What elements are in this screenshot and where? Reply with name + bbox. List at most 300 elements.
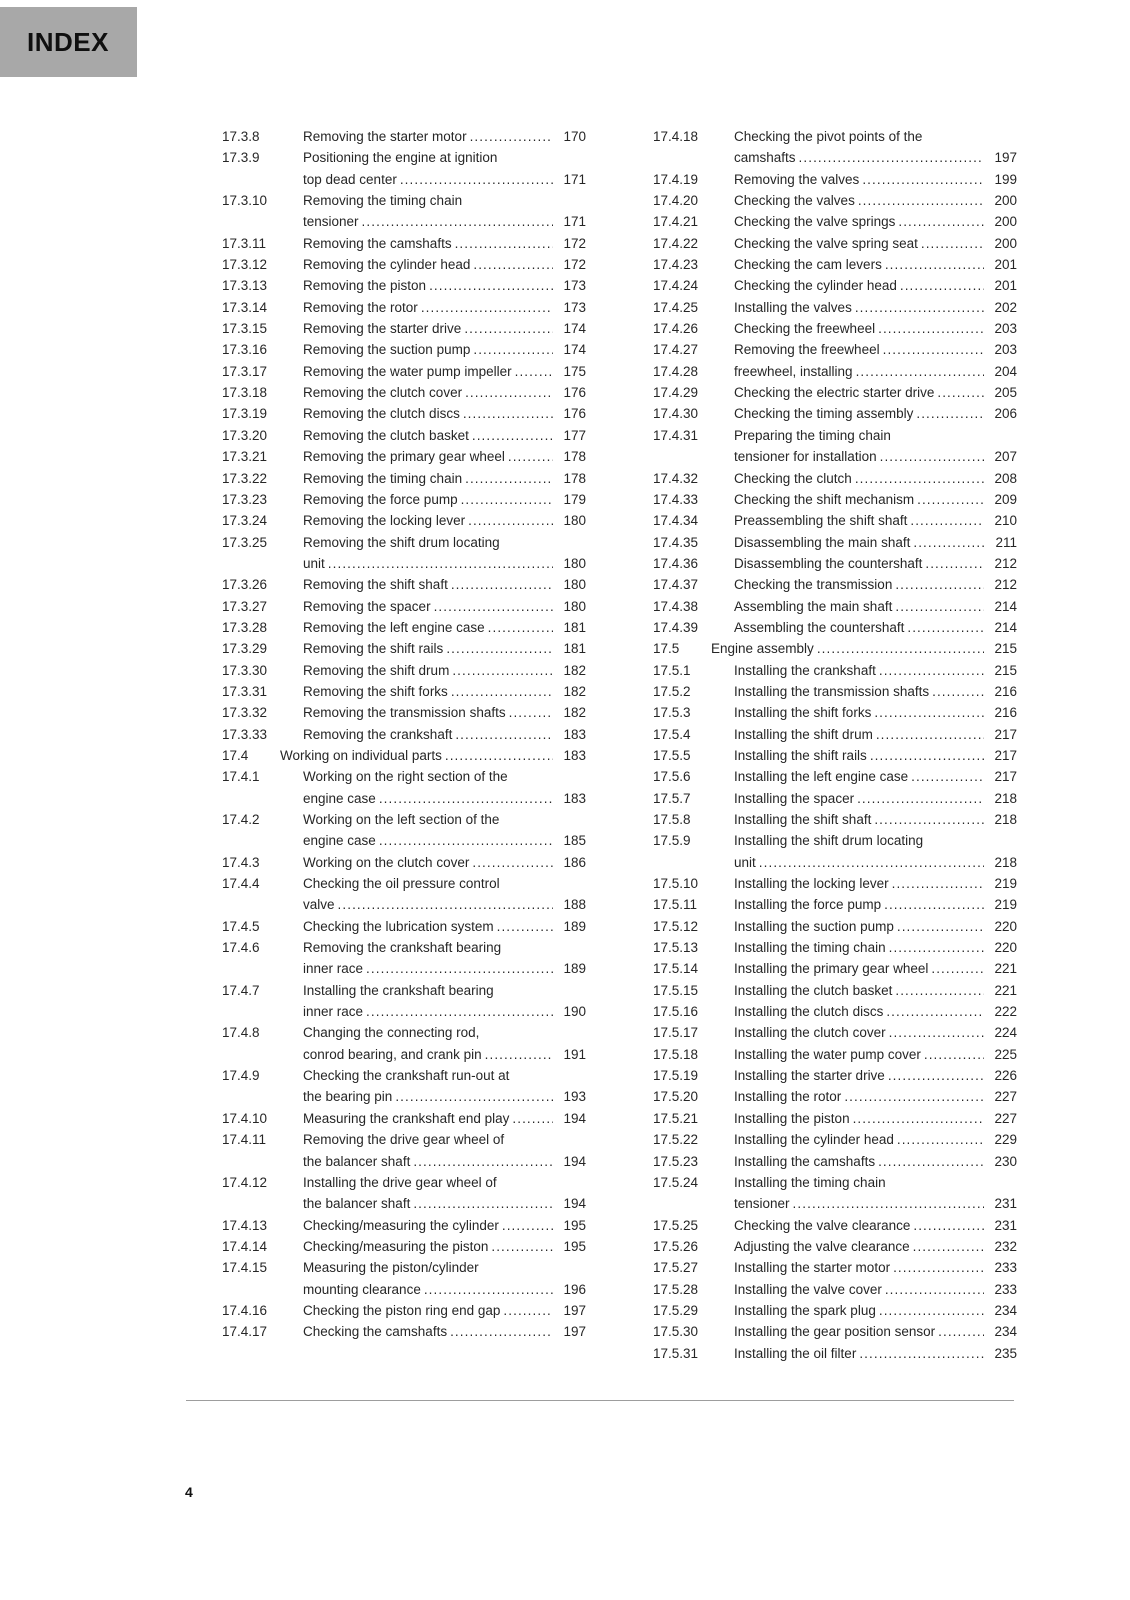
entry-number: 17.3.24 <box>222 513 268 529</box>
entry-number: 17.3.28 <box>222 619 268 635</box>
dot-leader <box>461 489 553 510</box>
entry-title: Installing the shift forks <box>734 705 872 721</box>
toc-entry-line <box>222 169 586 190</box>
dot-leader <box>880 446 984 467</box>
dot-leader <box>876 724 984 745</box>
index-column-left <box>222 126 586 1343</box>
toc-entry <box>222 489 586 510</box>
entry-number: 17.4.13 <box>222 1217 268 1233</box>
entry-page: 212 <box>994 555 1017 571</box>
toc-entry <box>222 147 586 190</box>
toc-entry <box>222 660 586 681</box>
entry-title: tensioner <box>734 1196 790 1212</box>
toc-entry <box>653 1236 1017 1257</box>
toc-entry-line <box>222 574 586 595</box>
entry-number: 17.3.9 <box>222 150 260 166</box>
toc-entry <box>653 702 1017 723</box>
toc-entry-line <box>653 1300 1017 1321</box>
toc-entry-line <box>653 1022 1017 1043</box>
entry-title: Installing the clutch basket <box>734 982 893 998</box>
entry-number: 17.4.12 <box>222 1174 268 1190</box>
toc-entry-line <box>222 617 586 638</box>
toc-entry <box>222 596 586 617</box>
toc-entry-line <box>653 958 1017 979</box>
toc-entry <box>653 574 1017 595</box>
entry-number: 17.3.26 <box>222 577 268 593</box>
toc-entry-line <box>653 169 1017 190</box>
dot-leader <box>793 1193 984 1214</box>
entry-number: 17.4.7 <box>222 982 260 998</box>
toc-entry-line <box>653 788 1017 809</box>
dot-leader <box>931 958 984 979</box>
entry-page: 176 <box>563 406 586 422</box>
dot-leader <box>434 596 553 617</box>
entry-title: Checking the transmission <box>734 577 893 593</box>
entry-title: Checking the valve clearance <box>734 1217 911 1233</box>
dot-leader <box>917 489 984 510</box>
entry-page: 174 <box>563 342 586 358</box>
dot-leader <box>886 1001 984 1022</box>
dot-leader <box>508 446 553 467</box>
toc-entry <box>222 532 586 575</box>
dot-leader <box>916 403 984 424</box>
entry-number: 17.4.26 <box>653 321 699 337</box>
entry-page: 219 <box>994 897 1017 913</box>
dot-leader <box>913 1236 984 1257</box>
entry-title: Removing the shift drum locating <box>303 534 500 550</box>
toc-entry-line <box>222 147 586 168</box>
toc-entry-line <box>653 318 1017 339</box>
entry-page: 222 <box>994 1004 1017 1020</box>
dot-leader <box>893 1257 984 1278</box>
entry-number: 17.3.16 <box>222 342 268 358</box>
entry-number: 17.4.29 <box>653 385 699 401</box>
dot-leader <box>874 702 984 723</box>
entry-page: 216 <box>994 705 1017 721</box>
entry-page: 229 <box>994 1132 1017 1148</box>
toc-entry-line <box>653 339 1017 360</box>
entry-number: 17.5.31 <box>653 1345 699 1361</box>
entry-title: Installing the timing chain <box>734 940 886 956</box>
entry-title: Installing the clutch cover <box>734 1025 886 1041</box>
entry-title: top dead center <box>303 171 397 187</box>
dot-leader <box>451 681 553 702</box>
toc-entry-line <box>222 403 586 424</box>
toc-entry <box>653 1129 1017 1150</box>
toc-entry <box>653 937 1017 958</box>
dot-leader <box>937 382 984 403</box>
entry-number: 17.3.13 <box>222 278 268 294</box>
dot-leader <box>817 638 984 659</box>
toc-entry-line <box>653 382 1017 403</box>
entry-page: 214 <box>994 598 1017 614</box>
toc-entry <box>222 403 586 424</box>
dot-leader <box>400 169 553 190</box>
toc-entry <box>653 169 1017 190</box>
toc-entry-line <box>653 1044 1017 1065</box>
entry-title: Installing the piston <box>734 1110 850 1126</box>
toc-entry <box>222 1065 586 1108</box>
entry-page: 221 <box>994 982 1017 998</box>
toc-entry-line <box>653 1065 1017 1086</box>
entry-page: 199 <box>994 171 1017 187</box>
entry-page: 231 <box>994 1196 1017 1212</box>
entry-number: 17.4.36 <box>653 555 699 571</box>
entry-number: 17.5.2 <box>653 683 691 699</box>
dot-leader <box>450 1321 553 1342</box>
toc-entry-line <box>222 339 586 360</box>
toc-entry-line <box>222 852 586 873</box>
dot-leader <box>907 617 984 638</box>
entry-title: Removing the starter drive <box>303 321 462 337</box>
entry-title: Engine assembly <box>711 641 814 657</box>
toc-entry-line <box>653 894 1017 915</box>
entry-number: 17.3.12 <box>222 257 268 273</box>
toc-entry <box>653 1065 1017 1086</box>
toc-entry-line <box>653 1086 1017 1107</box>
toc-entry-line <box>653 275 1017 296</box>
entry-page: 180 <box>563 598 586 614</box>
toc-entry <box>222 852 586 873</box>
entry-page: 186 <box>563 854 586 870</box>
entry-title: unit <box>734 854 756 870</box>
entry-title: engine case <box>303 790 376 806</box>
entry-title: Installing the shift rails <box>734 747 867 763</box>
dot-leader <box>895 574 984 595</box>
toc-entry-line <box>653 532 1017 553</box>
toc-entry <box>653 510 1017 531</box>
dot-leader <box>924 1044 984 1065</box>
entry-title: inner race <box>303 1004 364 1020</box>
toc-entry <box>653 788 1017 809</box>
entry-number: 17.4.39 <box>653 619 699 635</box>
entry-title: Removing the clutch basket <box>303 427 469 443</box>
entry-title: Assembling the countershaft <box>734 619 905 635</box>
toc-entry <box>653 1343 1017 1364</box>
toc-entry <box>222 1236 586 1257</box>
entry-page: 234 <box>994 1324 1017 1340</box>
entry-number: 17.3.20 <box>222 427 268 443</box>
toc-entry <box>653 596 1017 617</box>
toc-entry-line <box>222 1086 586 1107</box>
toc-entry <box>222 980 586 1023</box>
entry-title: Checking the crankshaft run-out at <box>303 1068 510 1084</box>
entry-page: 221 <box>994 961 1017 977</box>
entry-page: 220 <box>994 940 1017 956</box>
dot-leader <box>900 275 984 296</box>
dot-leader <box>859 1343 984 1364</box>
entry-page: 204 <box>994 363 1017 379</box>
toc-entry-line <box>653 254 1017 275</box>
toc-entry-line <box>653 745 1017 766</box>
toc-entry <box>222 1022 586 1065</box>
toc-entry-line <box>653 1129 1017 1150</box>
toc-entry-line <box>222 1215 586 1236</box>
entry-page: 208 <box>994 470 1017 486</box>
entry-title: Removing the shift forks <box>303 683 448 699</box>
entry-page: 181 <box>563 641 586 657</box>
entry-page: 171 <box>563 171 586 187</box>
toc-entry <box>222 681 586 702</box>
entry-number: 17.4.2 <box>222 812 260 827</box>
toc-entry-line <box>653 233 1017 254</box>
toc-entry-line <box>653 916 1017 937</box>
entry-number: 17.5 <box>653 641 680 657</box>
toc-entry-line <box>222 446 586 467</box>
entry-page: 214 <box>994 619 1017 635</box>
entry-title: Installing the locking lever <box>734 876 889 892</box>
entry-page: 195 <box>563 1238 586 1254</box>
entry-title: Removing the suction pump <box>303 342 471 358</box>
entry-number: 17.5.6 <box>653 769 691 785</box>
entry-page: 178 <box>563 470 586 486</box>
toc-entry <box>653 211 1017 232</box>
entry-page: 196 <box>563 1281 586 1297</box>
toc-entry-line <box>653 574 1017 595</box>
toc-entry <box>222 638 586 659</box>
toc-entry <box>653 339 1017 360</box>
toc-entry-line <box>222 1151 586 1172</box>
entry-number: 17.5.25 <box>653 1217 699 1233</box>
entry-page: 175 <box>563 363 586 379</box>
entry-number: 17.5.24 <box>653 1174 699 1190</box>
entry-title: Removing the rotor <box>303 299 418 315</box>
toc-entry-line <box>222 1193 586 1214</box>
entry-number: 17.5.17 <box>653 1025 699 1041</box>
entry-title: Removing the shift drum <box>303 662 450 678</box>
toc-entry <box>222 318 586 339</box>
toc-entry <box>653 532 1017 553</box>
entry-page: 200 <box>994 214 1017 230</box>
dot-leader <box>491 1236 553 1257</box>
entry-number: 17.5.16 <box>653 1004 699 1020</box>
entry-number: 17.5.11 <box>653 897 698 913</box>
dot-leader <box>463 403 553 424</box>
toc-entry <box>653 766 1017 787</box>
toc-entry-line <box>653 553 1017 574</box>
toc-entry-line <box>653 852 1017 873</box>
toc-entry-line <box>653 1193 1017 1214</box>
entry-page: 182 <box>563 683 586 699</box>
toc-entry-line <box>222 1172 586 1193</box>
dot-leader <box>857 788 984 809</box>
entry-page: 179 <box>563 491 586 507</box>
entry-page: 178 <box>563 449 586 465</box>
entry-title: Checking the valve springs <box>734 214 896 230</box>
toc-entry-line <box>222 553 586 574</box>
entry-number: 17.3.15 <box>222 321 268 337</box>
entry-title: Installing the clutch discs <box>734 1004 884 1020</box>
entry-title: Removing the locking lever <box>303 513 466 529</box>
entry-number: 17.4.11 <box>222 1132 267 1148</box>
entry-title: Preparing the timing chain <box>734 427 891 443</box>
dot-leader <box>515 361 553 382</box>
toc-entry-line <box>653 830 1017 851</box>
toc-entry-line <box>653 766 1017 787</box>
toc-entry-line <box>222 532 586 553</box>
toc-entry-line <box>222 724 586 745</box>
toc-entry <box>653 254 1017 275</box>
entry-title: Removing the water pump impeller <box>303 363 512 379</box>
entry-title: Removing the timing chain <box>303 470 463 486</box>
entry-page: 172 <box>563 235 586 251</box>
entry-number: 17.5.21 <box>653 1110 699 1126</box>
dot-leader <box>512 1108 553 1129</box>
toc-entry <box>653 190 1017 211</box>
entry-title: Installing the valves <box>734 299 852 315</box>
entry-title: Working on the right section of the <box>303 769 508 785</box>
dot-leader <box>870 745 984 766</box>
dot-leader <box>379 788 553 809</box>
entry-title: Adjusting the valve clearance <box>734 1238 910 1254</box>
entry-number: 17.3.8 <box>222 129 260 144</box>
entry-number: 17.4.17 <box>222 1324 268 1340</box>
toc-entry <box>653 233 1017 254</box>
dot-leader <box>509 702 553 723</box>
toc-entry <box>222 916 586 937</box>
entry-title: Removing the crankshaft <box>303 726 453 742</box>
entry-title: Installing the cylinder head <box>734 1132 894 1148</box>
entry-page: 197 <box>563 1324 586 1340</box>
entry-number: 17.3.19 <box>222 406 268 422</box>
toc-entry <box>653 617 1017 638</box>
toc-entry <box>653 1257 1017 1278</box>
toc-entry-line <box>222 596 586 617</box>
entry-title: Changing the connecting rod, <box>303 1025 480 1041</box>
entry-page: 233 <box>994 1260 1017 1276</box>
entry-number: 17.4.15 <box>222 1260 268 1276</box>
toc-entry-line <box>222 425 586 446</box>
entry-page: 219 <box>994 876 1017 892</box>
entry-number: 17.4.33 <box>653 491 699 507</box>
entry-number: 17.4.31 <box>653 427 699 443</box>
toc-entry-line <box>653 297 1017 318</box>
entry-number: 17.5.13 <box>653 940 699 956</box>
dot-leader <box>759 852 984 873</box>
toc-entry <box>653 1300 1017 1321</box>
toc-entry <box>222 702 586 723</box>
entry-page: 173 <box>563 278 586 294</box>
dot-leader <box>338 894 553 915</box>
entry-number: 17.4.9 <box>222 1068 260 1084</box>
toc-entry-line <box>222 1257 586 1278</box>
entry-title: valve <box>303 897 335 913</box>
dot-leader <box>910 510 984 531</box>
toc-entry-line <box>222 318 586 339</box>
entry-page: 189 <box>563 961 586 977</box>
entry-page: 182 <box>563 705 586 721</box>
toc-entry-line <box>653 1001 1017 1022</box>
toc-entry <box>222 1300 586 1321</box>
entry-title: Checking the oil pressure control <box>303 876 500 892</box>
toc-entry <box>222 425 586 446</box>
entry-page: 227 <box>994 1089 1017 1105</box>
entry-page: 183 <box>563 726 586 742</box>
entry-number: 17.5.5 <box>653 747 691 763</box>
entry-page: 217 <box>994 747 1017 763</box>
dot-leader <box>473 254 553 275</box>
toc-entry-line <box>222 275 586 296</box>
toc-entry-line <box>222 489 586 510</box>
toc-entry-line <box>653 1172 1017 1193</box>
toc-entry-line <box>222 958 586 979</box>
entry-page: 230 <box>994 1153 1017 1169</box>
entry-title: Installing the shift drum <box>734 726 873 742</box>
dot-leader <box>889 1022 984 1043</box>
dot-leader <box>883 339 984 360</box>
toc-entry <box>222 190 586 233</box>
entry-number: 17.4.30 <box>653 406 699 422</box>
entry-title: Removing the crankshaft bearing <box>303 940 502 956</box>
entry-number: 17.4.22 <box>653 235 699 251</box>
entry-title: Installing the starter motor <box>734 1260 891 1276</box>
entry-number: 17.5.8 <box>653 812 691 827</box>
dot-leader <box>452 660 553 681</box>
toc-entry-line <box>653 403 1017 424</box>
entry-title: Removing the camshafts <box>303 235 452 251</box>
toc-entry-line <box>222 702 586 723</box>
toc-entry-line <box>653 873 1017 894</box>
entry-number: 17.4.23 <box>653 257 699 273</box>
entry-title: Checking the cylinder head <box>734 278 897 294</box>
toc-entry <box>653 1022 1017 1043</box>
entry-page: 234 <box>994 1302 1017 1318</box>
entry-title: Installing the force pump <box>734 897 882 913</box>
toc-entry-line <box>222 1022 586 1043</box>
toc-entry-line <box>653 425 1017 446</box>
toc-entry <box>222 937 586 980</box>
entry-title: Installing the crankshaft <box>734 662 876 678</box>
dot-leader <box>938 1321 984 1342</box>
entry-title: Checking the piston ring end gap <box>303 1302 501 1318</box>
toc-entry <box>222 724 586 745</box>
entry-title: Removing the piston <box>303 278 427 294</box>
entry-number: 17.4.27 <box>653 342 699 358</box>
entry-page: 170 <box>563 129 586 144</box>
entry-page: 193 <box>563 1089 586 1105</box>
entry-number: 17.4.1 <box>222 769 260 785</box>
toc-entry-line <box>653 980 1017 1001</box>
entry-page: 235 <box>994 1345 1017 1361</box>
entry-number: 17.5.29 <box>653 1302 699 1318</box>
entry-title: the balancer shaft <box>303 1153 411 1169</box>
toc-entry <box>653 916 1017 937</box>
toc-entry-line <box>653 1257 1017 1278</box>
dot-leader <box>856 361 984 382</box>
toc-entry-line <box>653 446 1017 467</box>
toc-entry <box>222 617 586 638</box>
entry-page: 174 <box>563 321 586 337</box>
toc-entry-line <box>222 361 586 382</box>
toc-entry-line <box>222 980 586 1001</box>
entry-title: Installing the left engine case <box>734 769 909 785</box>
entry-number: 17.5.12 <box>653 918 699 934</box>
dot-leader <box>413 1193 553 1214</box>
entry-title: Installing the primary gear wheel <box>734 961 929 977</box>
toc-entry-line <box>222 916 586 937</box>
entry-title: Disassembling the main shaft <box>734 534 911 550</box>
entry-title: Checking the freewheel <box>734 321 876 337</box>
entry-page: 210 <box>994 513 1017 529</box>
toc-entry <box>222 361 586 382</box>
dot-leader <box>470 126 553 147</box>
entry-title: Installing the water pump cover <box>734 1046 921 1062</box>
toc-entry-line <box>653 361 1017 382</box>
entry-page: 197 <box>994 150 1017 166</box>
dot-leader <box>455 233 553 254</box>
dot-leader <box>366 958 553 979</box>
entry-page: 215 <box>994 662 1017 678</box>
